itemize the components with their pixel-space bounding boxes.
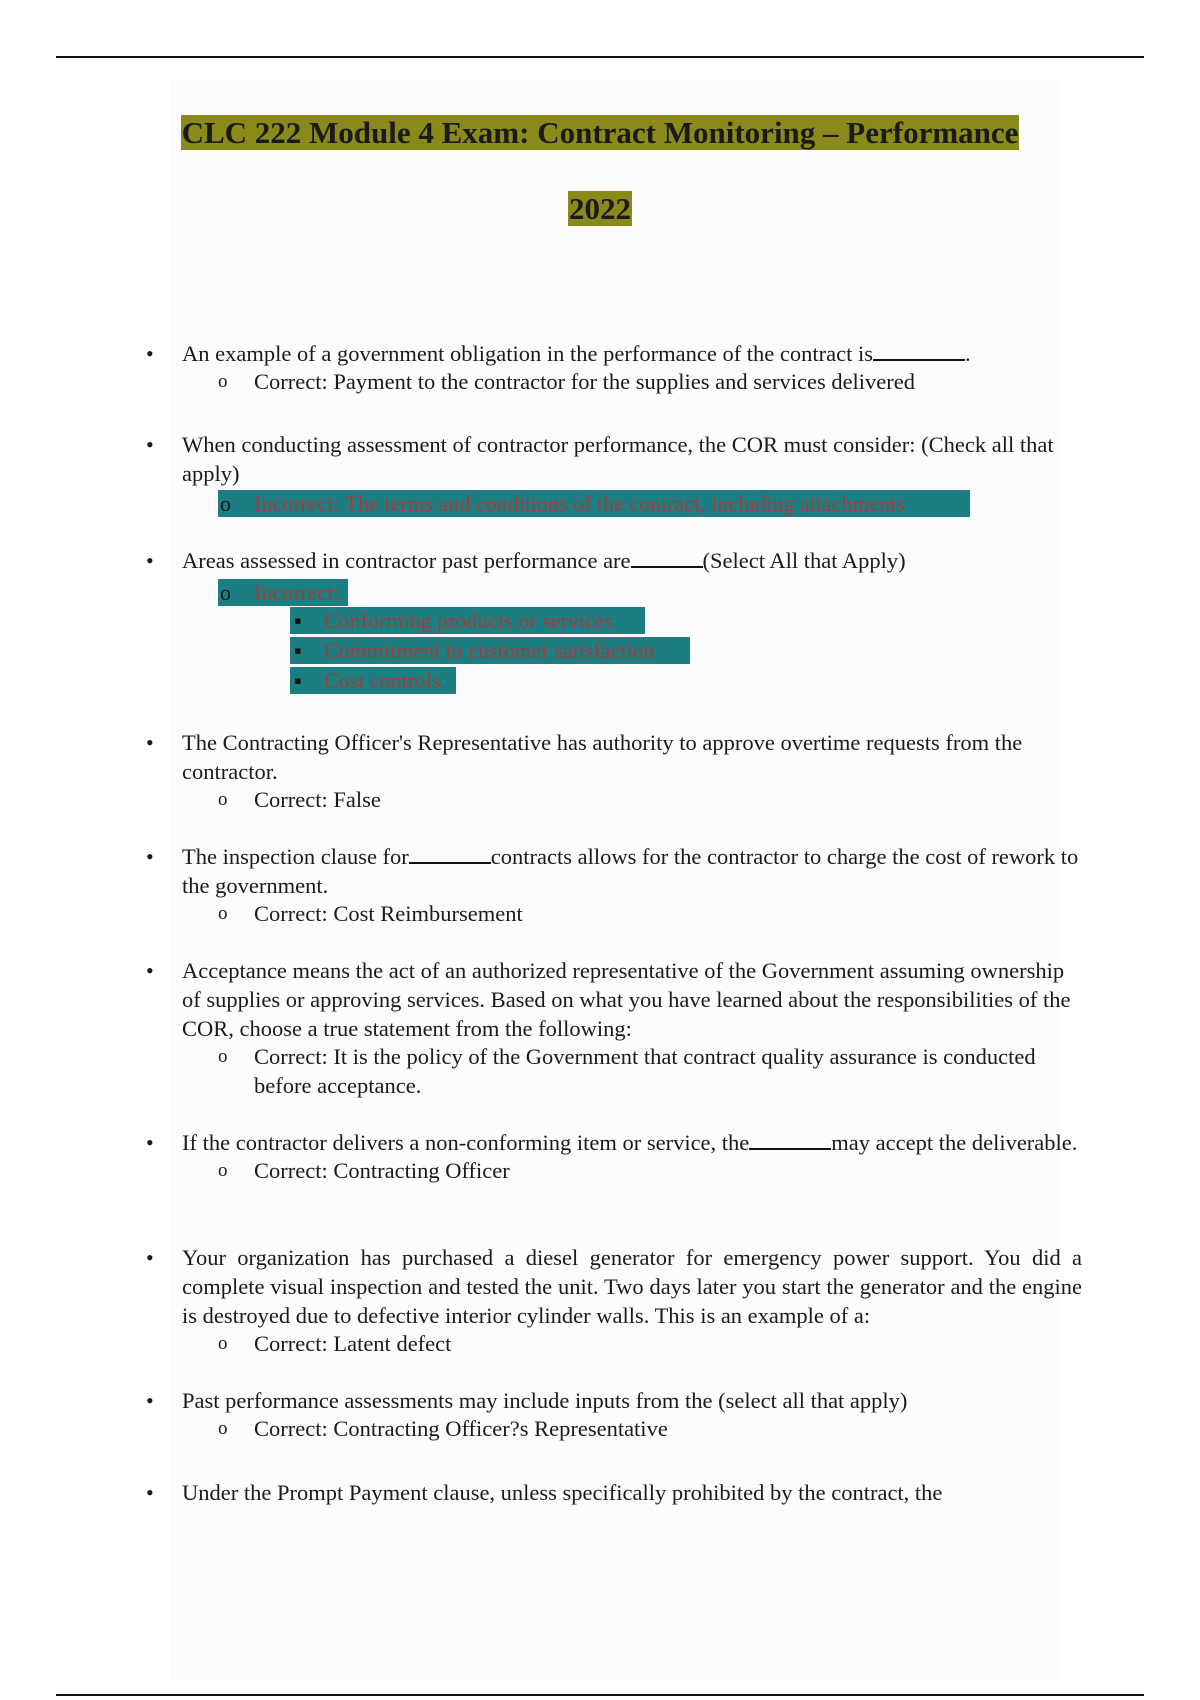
question-3-option-3: ▪ Cost controls [290, 667, 456, 694]
question-9-text: Past performance assessments may include inputs from the (select all that apply) [182, 1388, 908, 1413]
question-6-text: Acceptance means the act of an authorized representative of the Government assuming ownership of supplies or approving services. Based on what you have learned about the responsibilities of the COR, choose a true statement from the following: [182, 958, 1071, 1041]
answer-blank [409, 842, 491, 864]
question-2-answer-highlight: o Incorrect: The terms and conditions of the contract, including attachments [218, 490, 970, 517]
bullet: • [146, 958, 154, 983]
question-8-text: Your organization has purchased a diesel generator for emergency power support. You did a complete visual inspection and tested the unit. Two days later you start the generator and the engine is destroyed due to defective interior cylinder walls. This is an example of a: [182, 1245, 1082, 1328]
question-3-option-2: ▪ Commitment to customer satisfaction [290, 637, 690, 664]
question-1-text: An example of a government obligation in the performance of the contract is . [182, 341, 971, 366]
question-3-option-1: ▪ Conforming products or services [290, 607, 645, 634]
question-3-answer: Incorrect: [254, 580, 340, 605]
question-4-answer: o Correct: False [218, 787, 381, 812]
question-8-answer: o Correct: Latent defect [218, 1331, 452, 1356]
question-9-answer: o Correct: Contracting Officer?s Representative [218, 1416, 668, 1441]
question-9 [146, 1386, 1082, 1443]
bullet: • [146, 1245, 154, 1270]
question-10 [146, 1478, 1082, 1507]
question-7-answer: o Correct: Contracting Officer [218, 1158, 510, 1183]
bullet: • [146, 1480, 154, 1505]
question-3 [146, 546, 1082, 575]
answer-blank [631, 546, 703, 568]
title-line-1: CLC 222 Module 4 Exam: Contract Monitoring – Performance [181, 115, 1019, 150]
bullet: • [146, 432, 154, 457]
question-7 [146, 1128, 1082, 1185]
question-6-answer: o Correct: It is the policy of the Government that contract quality assurance is conducted before acceptance. [218, 1044, 1036, 1098]
question-2-text: When conducting assessment of contractor performance, the COR must consider: (Check all that apply) [182, 432, 1054, 486]
bullet: • [146, 730, 154, 755]
question-3-text: Areas assessed in contractor past performance are (Select All that Apply) [182, 548, 906, 573]
question-4 [146, 728, 1082, 814]
document-title [0, 114, 1200, 152]
question-4-text: The Contracting Officer's Representative has authority to approve overtime requests from the contractor. [182, 730, 1023, 784]
question-1 [146, 339, 1082, 396]
answer-blank [749, 1128, 831, 1150]
question-5 [146, 842, 1082, 928]
bullet: • [146, 844, 154, 869]
question-8 [146, 1243, 1082, 1358]
question-5-text: The inspection clause for contracts allows for the contractor to charge the cost of rework to the government. [182, 844, 1079, 898]
answer-blank [873, 339, 965, 361]
question-6 [146, 956, 1082, 1100]
document-title-year [0, 190, 1200, 228]
question-10-text: Under the Prompt Payment clause, unless specifically prohibited by the contract, the [182, 1480, 943, 1505]
question-2 [146, 430, 1082, 488]
question-3-answer-highlight: o Incorrect: [218, 579, 348, 606]
bullet: • [146, 341, 154, 366]
question-5-answer: o Correct: Cost Reimbursement [218, 901, 523, 926]
bullet: • [146, 1130, 154, 1155]
bullet: • [146, 1388, 154, 1413]
question-2-answer: Incorrect: The terms and conditions of the contract, including attachments [254, 491, 905, 516]
bottom-rule [56, 1694, 1144, 1696]
question-1-answer: o Correct: Payment to the contractor for the supplies and services delivered [218, 369, 916, 394]
top-rule [56, 56, 1144, 58]
question-7-text: If the contractor delivers a non-conforming item or service, the may accept the deliverable. [182, 1130, 1078, 1155]
title-line-2: 2022 [569, 191, 631, 226]
bullet: • [146, 548, 154, 573]
